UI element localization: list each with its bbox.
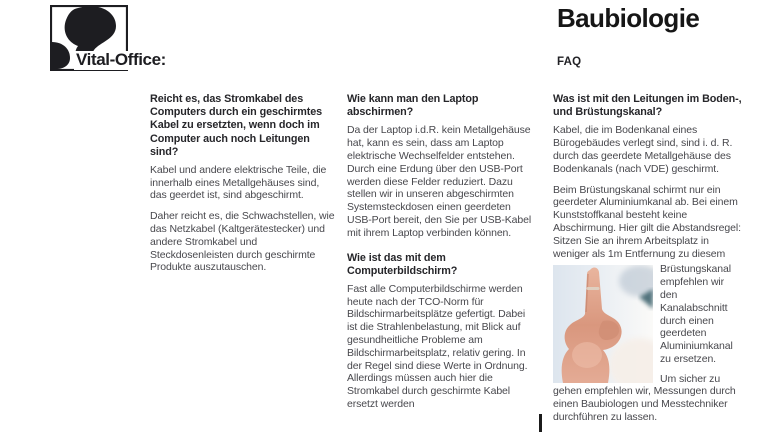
question-heading: Wie ist das mit dem Computerbildschirm? xyxy=(347,251,458,277)
page-title: Baubiologie xyxy=(557,3,700,33)
question-heading: Was ist mit den Leitungen im Boden-, und Brüstungskanal? xyxy=(553,93,742,119)
column-2 xyxy=(347,93,534,419)
fold-mark xyxy=(539,414,542,432)
logo-text: Vital-Office: xyxy=(74,51,169,70)
answer-paragraph-wrapped: Brüstungskanal empfehlen wir den Kanalabschnitt durch einen geerdeten Aluminiumkanal zu ersetzen. xyxy=(660,263,733,365)
section-label-faq: FAQ xyxy=(557,56,582,68)
column-1 xyxy=(150,93,337,282)
answer-paragraph: Kabel, die im Bodenkanal eines Bürogebäudes verlegt sind, sind i. d. R. durch das geerdete Metallgehäuse des Bodenkanals (nach VDE) geschirmt. xyxy=(553,124,733,175)
answer-paragraph-wrapped: Um sicher zu gehen empfehlen wir, Messungen durch einen Baubiologen und Messtechniker durchführen zu lassen. xyxy=(553,372,736,424)
question-heading: Wie kann man den Laptop abschirmen? xyxy=(347,93,479,119)
answer-paragraph: Beim Brüstungskanal schirmt nur ein geerdeter Aluminiumkanal ab. Bei einem Kunststoffkanal besteht keine Abschirmung. Hier gilt die Abstandsregel: Sitzen Sie an ihrem Arbeitsplatz in weniger als 1m Entfernung zu diesem xyxy=(553,183,741,260)
figure-with-wrapped-text xyxy=(553,263,743,424)
question-heading: Reicht es, das Stromkabel des Computers durch ein geschirmtes Kabel zu ersetzten, wenn doch im Computer auch noch Leitungen sind? xyxy=(150,93,323,158)
column-3 xyxy=(553,93,743,431)
answer-paragraph: Fast alle Computerbildschirme werden heute nach der TCO-Norm für Bildschirmarbeitsplätze gefertigt. Dabei ist die Strahlenbelastung, mit Blick auf gesundheitliche Probleme am Bildschirmarbeitsplatz, relativ gering. In der Regel sind diese Werte in Ordnung. Allerdings müssen auch hier die Stromkabel durch geschirmte Kabel ersetzt werden xyxy=(347,282,528,411)
answer-paragraph: Da der Laptop i.d.R. kein Metallgehäuse hat, kann es sein, dass am Laptop elektrische Wechselfelder entstehen. Durch eine Erdung über den USB-Port werden diese Felder reduziert. Dazu stellen wir in unseren abgeschirmten Systemsteckdosen einen geerdeten USB-Port bereit, den Sie per USB-Kabel mit ihrem Laptop verbinden können. xyxy=(347,124,532,239)
pointing-hand-photo xyxy=(553,265,653,383)
answer-paragraph: Kabel und andere elektrische Teile, die innerhalb eines Metallgehäuses sind, das geerdet ist, sind abgeschirmt. xyxy=(150,163,327,202)
answer-paragraph: Daher reicht es, die Schwachstellen, wie das Netzkabel (Kaltgerätestecker) und andere Stromkabel und Steckdosenleisten durch geschirmte Produkte auszutauschen. xyxy=(150,210,335,274)
